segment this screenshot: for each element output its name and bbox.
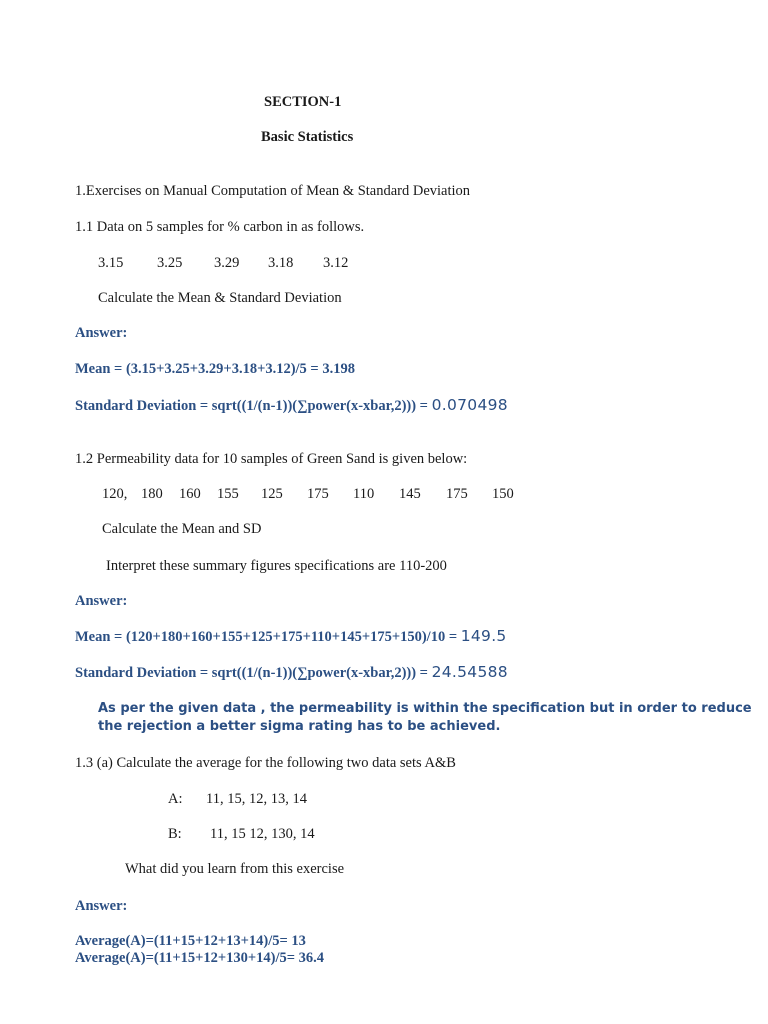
q2-mean-answer bbox=[75, 627, 507, 646]
q2-value: 180 bbox=[141, 486, 163, 502]
q2-value: 120, bbox=[102, 486, 128, 502]
q2-task: Calculate the Mean and SD bbox=[102, 521, 262, 537]
q2-mean-value: 149.5 bbox=[460, 627, 507, 645]
q3-question: What did you learn from this exercise bbox=[125, 861, 345, 877]
q1-value: 3.29 bbox=[214, 255, 240, 271]
q2-value: 125 bbox=[261, 486, 283, 502]
q2-value: 110 bbox=[353, 486, 375, 502]
q1-answer-label: Answer: bbox=[75, 325, 128, 341]
q2-sd-answer bbox=[75, 663, 508, 682]
q2-sd-formula: Standard Deviation = sqrt((1/(n-1))(∑power(x-xbar,2))) = bbox=[75, 665, 432, 681]
q1-mean-answer: Mean = (3.15+3.25+3.29+3.18+3.12)/5 = 3.198 bbox=[75, 361, 355, 377]
section-title: SECTION-1 bbox=[264, 94, 342, 110]
q1-sd-value: 0.070498 bbox=[431, 396, 508, 414]
q3-answer-label: Answer: bbox=[75, 898, 128, 914]
section-subtitle: Basic Statistics bbox=[261, 129, 354, 145]
q1-prompt: 1.1 Data on 5 samples for % carbon in as follows. bbox=[75, 219, 365, 235]
q1-values-row bbox=[0, 254, 768, 272]
q1-sd-answer bbox=[75, 396, 508, 415]
q1-value: 3.15 bbox=[98, 255, 124, 271]
q2-sd-value: 24.54588 bbox=[431, 663, 508, 681]
q3-set-b bbox=[0, 825, 768, 843]
q1-value: 3.12 bbox=[323, 255, 349, 271]
q2-interpret: Interpret these summary figures specifications are 110-200 bbox=[106, 558, 447, 574]
q2-values-row bbox=[0, 485, 768, 503]
q3-set-a bbox=[0, 790, 768, 808]
q2-answer-label: Answer: bbox=[75, 593, 128, 609]
q3-set-a-values: 11, 15, 12, 13, 14 bbox=[206, 791, 307, 807]
q2-value: 145 bbox=[399, 486, 421, 502]
q3-set-b-values: 11, 15 12, 130, 14 bbox=[210, 826, 315, 842]
q3-set-a-label: A: bbox=[168, 791, 183, 807]
q2-conclusion-line1: As per the given data , the permeability is within the specification but in order to reduce bbox=[98, 701, 752, 716]
q2-value: 175 bbox=[446, 486, 468, 502]
q1-value: 3.25 bbox=[157, 255, 183, 271]
q2-value: 160 bbox=[179, 486, 201, 502]
q3-prompt: 1.3 (a) Calculate the average for the following two data sets A&B bbox=[75, 755, 456, 771]
q2-conclusion-line2: the rejection a better sigma rating has to be achieved. bbox=[98, 719, 501, 734]
q1-value: 3.18 bbox=[268, 255, 294, 271]
q3-set-b-label: B: bbox=[168, 826, 182, 842]
q3-avg-b: Average(A)=(11+15+12+130+14)/5= 36.4 bbox=[75, 950, 325, 966]
q1-sd-formula: Standard Deviation = sqrt((1/(n-1))(∑power(x-xbar,2))) = bbox=[75, 398, 432, 414]
q2-value: 175 bbox=[307, 486, 329, 502]
q1-task: Calculate the Mean & Standard Deviation bbox=[98, 290, 342, 306]
q2-mean-formula: Mean = (120+180+160+155+125+175+110+145+175+150)/10 = bbox=[75, 629, 461, 645]
q2-value: 155 bbox=[217, 486, 239, 502]
exercise-heading: 1.Exercises on Manual Computation of Mean & Standard Deviation bbox=[75, 183, 471, 199]
q3-avg-a: Average(A)=(11+15+12+13+14)/5= 13 bbox=[75, 933, 306, 949]
q2-prompt: 1.2 Permeability data for 10 samples of Green Sand is given below: bbox=[75, 451, 468, 467]
q2-value: 150 bbox=[492, 486, 514, 502]
